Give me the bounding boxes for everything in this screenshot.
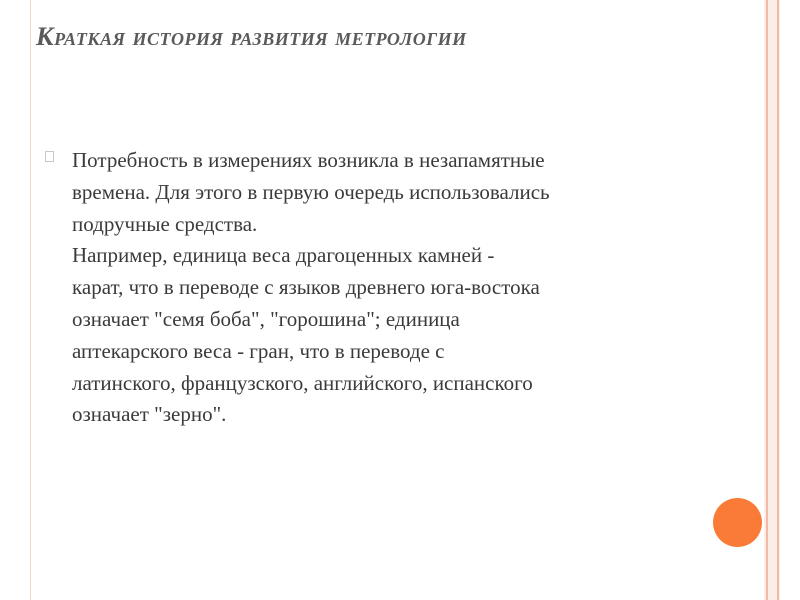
body-line: латинского, французского, английского, испанского <box>72 370 533 395</box>
slide-title: Краткая история развития метрологии <box>36 22 467 51</box>
left-border-line <box>30 0 31 600</box>
body-line: подручные средства. <box>72 211 258 236</box>
body-line: карат, что в переводе с языков древнего юга-востока <box>72 275 540 300</box>
body-line: Например, единица веса драгоценных камней - <box>72 243 495 268</box>
right-border-line-inner <box>766 0 768 600</box>
body-line: означает "семя боба", "горошина"; единица <box>72 306 460 331</box>
body-line: аптекарского веса - гран, что в переводе с <box>72 338 445 363</box>
body-line: Потребность в измерениях возникла в незапамятные <box>72 148 545 172</box>
bullet-marker-icon <box>45 151 54 162</box>
body-line: означает "зерно". <box>72 402 227 427</box>
body-line: времена. Для этого в первую очередь использовались <box>72 179 550 204</box>
slide-body <box>72 145 712 431</box>
decorative-orange-circle <box>713 498 762 547</box>
right-border-line-outer <box>777 0 779 600</box>
